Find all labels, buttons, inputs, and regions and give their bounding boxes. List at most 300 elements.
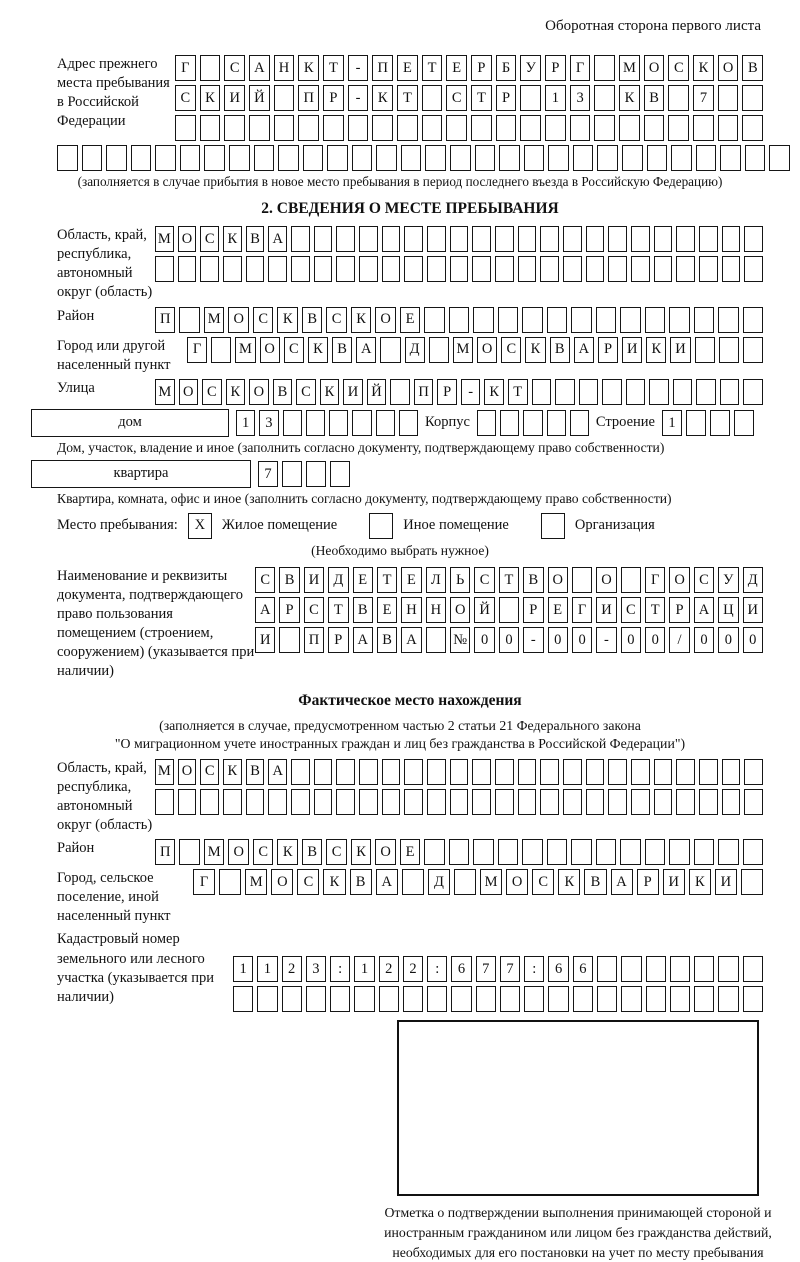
char-box: С — [253, 839, 273, 865]
char-box — [594, 85, 615, 111]
char-box — [336, 226, 355, 252]
char-box: В — [246, 759, 265, 785]
inoe-checkbox — [369, 513, 393, 539]
char-box — [82, 145, 103, 171]
char-box — [500, 410, 519, 436]
char-box — [422, 85, 443, 111]
actual-oblast-block — [57, 759, 763, 836]
char-box — [451, 986, 471, 1012]
char-box — [495, 759, 514, 785]
char-box: Н — [401, 597, 421, 623]
char-box — [745, 145, 766, 171]
char-box — [654, 256, 673, 282]
char-box: С — [668, 55, 689, 81]
char-box: В — [273, 379, 293, 405]
char-box — [522, 307, 542, 333]
actual-oblast-rows — [155, 759, 763, 815]
char-box — [401, 145, 422, 171]
char-box: И — [743, 597, 763, 623]
char-box — [676, 256, 695, 282]
doc-row-1 — [255, 567, 763, 593]
char-box: Т — [422, 55, 443, 81]
char-box — [500, 986, 520, 1012]
char-box: К — [223, 759, 242, 785]
kadastr-row-1 — [233, 956, 763, 982]
prev-address-rows — [175, 55, 763, 141]
char-box: О — [644, 55, 665, 81]
char-box: К — [277, 307, 297, 333]
char-box — [570, 410, 589, 436]
inoe-label: Иное помещение — [403, 517, 509, 534]
char-box — [155, 256, 174, 282]
char-box — [450, 789, 469, 815]
char-box: 3 — [259, 410, 278, 436]
char-box: Р — [637, 869, 659, 895]
char-box — [547, 410, 566, 436]
char-box: О — [375, 839, 395, 865]
dom-row — [31, 409, 763, 437]
char-box — [654, 759, 673, 785]
char-box — [352, 410, 371, 436]
char-box: 1 — [236, 410, 255, 436]
char-box — [404, 256, 423, 282]
char-box — [621, 956, 641, 982]
char-box — [563, 789, 582, 815]
char-box — [291, 256, 310, 282]
char-box: 1 — [662, 410, 682, 436]
char-box: В — [302, 839, 322, 865]
char-box — [586, 256, 605, 282]
char-box — [291, 789, 310, 815]
stay-type-label: Место пребывания: — [57, 517, 178, 534]
char-box: М — [204, 307, 224, 333]
char-box: К — [200, 85, 221, 111]
char-box: Н — [274, 55, 295, 81]
char-box — [540, 789, 559, 815]
char-box — [722, 256, 741, 282]
char-box: Р — [545, 55, 566, 81]
char-box — [571, 839, 591, 865]
zhiloe-label: Жилое помещение — [221, 517, 338, 534]
char-box: К — [223, 226, 242, 252]
char-box — [131, 145, 152, 171]
char-box — [596, 839, 616, 865]
char-box — [522, 839, 542, 865]
char-box: К — [525, 337, 545, 363]
char-box — [106, 145, 127, 171]
char-box — [359, 226, 378, 252]
char-box: В — [246, 226, 265, 252]
char-box — [254, 145, 275, 171]
section2-raion-label: Район — [57, 307, 95, 324]
char-box: Г — [175, 55, 196, 81]
char-box: 6 — [548, 956, 568, 982]
char-box — [710, 410, 730, 436]
char-box: И — [224, 85, 245, 111]
char-box: У — [520, 55, 541, 81]
char-box: С — [296, 379, 316, 405]
char-box: 7 — [693, 85, 714, 111]
char-box — [743, 379, 763, 405]
char-box: С — [501, 337, 521, 363]
char-box: Й — [367, 379, 387, 405]
actual-location-subtitle-1: (заполняется в случае, предусмотренном частью 2 статьи 21 Федерального закона — [159, 717, 641, 733]
char-box — [769, 145, 790, 171]
char-box — [673, 379, 693, 405]
char-box — [427, 789, 446, 815]
char-box — [427, 226, 446, 252]
doc-label: Наименование и реквизиты документа, подтверждающего право пользования помещением (строением, сооружением) (указывается при наличии) — [57, 567, 255, 680]
char-box — [695, 337, 715, 363]
char-box — [718, 307, 738, 333]
char-box — [520, 85, 541, 111]
char-box — [693, 115, 714, 141]
char-box: О — [249, 379, 269, 405]
char-box — [390, 379, 410, 405]
char-box: А — [255, 597, 275, 623]
char-box — [742, 115, 763, 141]
char-box: И — [343, 379, 363, 405]
char-box: Г — [193, 869, 215, 895]
char-box: А — [268, 759, 287, 785]
char-box — [741, 869, 763, 895]
char-box — [336, 789, 355, 815]
char-box: П — [414, 379, 434, 405]
char-box — [477, 410, 496, 436]
char-box: К — [323, 869, 345, 895]
char-box — [670, 956, 690, 982]
char-box — [359, 759, 378, 785]
char-box: 0 — [548, 627, 568, 653]
char-box — [540, 226, 559, 252]
char-box — [563, 256, 582, 282]
actual-oblast-row-1 — [155, 759, 763, 785]
char-box — [743, 986, 763, 1012]
char-box: 6 — [451, 956, 471, 982]
char-box: М — [619, 55, 640, 81]
char-box: / — [669, 627, 689, 653]
char-box — [426, 627, 446, 653]
char-box: С — [253, 307, 273, 333]
char-box: 1 — [354, 956, 374, 982]
char-box — [376, 145, 397, 171]
char-box: Д — [405, 337, 425, 363]
char-box — [223, 789, 242, 815]
prev-address-row-2 — [175, 85, 763, 111]
char-box: Р — [323, 85, 344, 111]
char-box — [676, 789, 695, 815]
organizaciya-label: Организация — [574, 517, 655, 534]
char-box — [744, 789, 763, 815]
char-box: Р — [523, 597, 543, 623]
char-box — [555, 379, 575, 405]
char-box — [597, 986, 617, 1012]
char-box — [571, 307, 591, 333]
char-box: 2 — [379, 956, 399, 982]
dom-field-box: дом — [31, 409, 229, 437]
char-box: - — [596, 627, 616, 653]
char-box — [597, 145, 618, 171]
stroenie-boxes — [662, 410, 754, 436]
char-box — [425, 145, 446, 171]
char-box — [676, 759, 695, 785]
char-box — [619, 115, 640, 141]
char-box: - — [348, 55, 369, 81]
stay-type-row — [57, 513, 763, 539]
char-box: К — [558, 869, 580, 895]
char-box: А — [694, 597, 714, 623]
page-side-note: Оборотная сторона первого листа — [545, 18, 761, 34]
char-box: О — [178, 759, 197, 785]
char-box: С — [304, 597, 324, 623]
char-box — [646, 956, 666, 982]
char-box: С — [694, 567, 714, 593]
char-box: К — [619, 85, 640, 111]
char-box — [645, 307, 665, 333]
char-box — [518, 256, 537, 282]
char-box — [621, 986, 641, 1012]
char-box: В — [584, 869, 606, 895]
char-box: 0 — [474, 627, 494, 653]
char-box: Н — [426, 597, 446, 623]
char-box: Ь — [450, 567, 470, 593]
char-box: К — [646, 337, 666, 363]
char-box — [314, 789, 333, 815]
char-box: В — [353, 597, 373, 623]
kvartira-field-box: квартира — [31, 460, 251, 488]
char-box — [696, 379, 716, 405]
char-box — [495, 256, 514, 282]
char-box: 3 — [306, 956, 326, 982]
char-box: Е — [446, 55, 467, 81]
char-box: : — [330, 956, 350, 982]
char-box: В — [742, 55, 763, 81]
char-box — [472, 256, 491, 282]
char-box — [699, 256, 718, 282]
char-box — [547, 307, 567, 333]
char-box — [621, 567, 641, 593]
char-box — [518, 759, 537, 785]
actual-raion-row — [155, 839, 763, 865]
char-box — [274, 115, 295, 141]
char-box — [314, 256, 333, 282]
char-box — [246, 789, 265, 815]
char-box: 7 — [500, 956, 520, 982]
char-box: О — [228, 839, 248, 865]
char-box — [594, 55, 615, 81]
char-box: И — [255, 627, 275, 653]
char-box — [694, 307, 714, 333]
char-box: И — [670, 337, 690, 363]
char-box: К — [298, 55, 319, 81]
char-box — [743, 956, 763, 982]
char-box: И — [663, 869, 685, 895]
char-box: П — [298, 85, 319, 111]
char-box: Е — [397, 55, 418, 81]
char-box — [586, 789, 605, 815]
char-box: В — [523, 567, 543, 593]
char-box: К — [320, 379, 340, 405]
doc-block — [57, 567, 763, 682]
char-box — [274, 85, 295, 111]
char-box: 1 — [257, 956, 277, 982]
actual-location-subtitle-2: "О миграционном учете иностранных граждан и лиц без гражданства в Российской Федерации") — [114, 735, 686, 751]
kadastr-row-2 — [233, 986, 763, 1012]
char-box: О — [718, 55, 739, 81]
char-box: А — [376, 869, 398, 895]
char-box: А — [249, 55, 270, 81]
char-box: С — [175, 85, 196, 111]
char-box: 2 — [282, 956, 302, 982]
char-box: С — [200, 759, 219, 785]
char-box — [298, 115, 319, 141]
char-box — [382, 789, 401, 815]
char-box: В — [377, 627, 397, 653]
char-box — [204, 145, 225, 171]
char-box — [523, 410, 542, 436]
char-box — [608, 759, 627, 785]
section2-gorod-label: Город или другой населенный пункт — [57, 337, 171, 373]
char-box: Т — [328, 597, 348, 623]
confirmation-stamp-caption: Отметка о подтверждении выполнения принимающей стороной и иностранным гражданином или лицом без гражданства действий, необходимых для его постановки на учет по месту пребывания — [384, 1205, 772, 1260]
char-box — [646, 986, 666, 1012]
actual-location-title: Фактическое место нахождения — [298, 691, 522, 709]
char-box — [545, 115, 566, 141]
char-box — [694, 986, 714, 1012]
char-box: В — [644, 85, 665, 111]
actual-raion-block — [57, 839, 763, 865]
char-box: А — [611, 869, 633, 895]
char-box: С — [200, 226, 219, 252]
actual-gorod-label: Город, сельское поселение, иной населенный пункт — [57, 870, 171, 925]
char-box — [306, 986, 326, 1012]
char-box — [303, 145, 324, 171]
char-box — [499, 145, 520, 171]
section2-raion-row — [155, 307, 763, 333]
char-box — [498, 307, 518, 333]
char-box — [473, 839, 493, 865]
char-box — [379, 986, 399, 1012]
char-box: Д — [328, 567, 348, 593]
char-box — [563, 759, 582, 785]
char-box — [596, 307, 616, 333]
char-box: В — [279, 567, 299, 593]
char-box — [548, 145, 569, 171]
char-box: 0 — [621, 627, 641, 653]
char-box: 3 — [570, 85, 591, 111]
zhiloe-checkbox: X — [188, 513, 212, 539]
prev-address-label: Адрес прежнего места пребывания в Российской Федерации — [57, 56, 170, 130]
char-box: Д — [743, 567, 763, 593]
char-box — [376, 410, 395, 436]
char-box — [450, 759, 469, 785]
char-box — [722, 226, 741, 252]
char-box: Д — [428, 869, 450, 895]
char-box — [380, 337, 400, 363]
section2-title: 2. СВЕДЕНИЯ О МЕСТЕ ПРЕБЫВАНИЯ — [261, 200, 559, 217]
char-box — [654, 226, 673, 252]
char-box: 7 — [258, 461, 278, 487]
char-box — [450, 256, 469, 282]
char-box — [282, 986, 302, 1012]
char-box: Г — [572, 597, 592, 623]
char-box — [475, 145, 496, 171]
char-box: С — [446, 85, 467, 111]
kadastr-block — [57, 930, 763, 1012]
char-box — [718, 986, 738, 1012]
char-box — [291, 759, 310, 785]
char-box — [496, 115, 517, 141]
char-box — [548, 986, 568, 1012]
char-box — [282, 461, 302, 487]
char-box — [336, 759, 355, 785]
char-box: К — [277, 839, 297, 865]
char-box: Р — [328, 627, 348, 653]
char-box: М — [204, 839, 224, 865]
char-box: В — [350, 869, 372, 895]
char-box — [179, 839, 199, 865]
char-box: Р — [437, 379, 457, 405]
char-box — [524, 986, 544, 1012]
char-box — [427, 986, 447, 1012]
char-box: Й — [249, 85, 270, 111]
char-box — [306, 410, 325, 436]
section2-oblast-row-1 — [155, 226, 763, 252]
char-box: Р — [496, 85, 517, 111]
char-box — [563, 226, 582, 252]
char-box — [722, 789, 741, 815]
kadastr-rows — [233, 956, 763, 1012]
char-box: П — [155, 839, 175, 865]
char-box — [602, 379, 622, 405]
char-box: Е — [401, 567, 421, 593]
char-box: Т — [645, 597, 665, 623]
char-box: А — [574, 337, 594, 363]
char-box: П — [304, 627, 324, 653]
char-box — [743, 307, 763, 333]
char-box — [620, 307, 640, 333]
char-box: 0 — [718, 627, 738, 653]
section2-ulitsa-row — [155, 379, 763, 405]
char-box — [743, 337, 763, 363]
section2-oblast-label: Область, край, республика, автономный округ (область) — [57, 227, 153, 301]
char-box: С — [621, 597, 641, 623]
actual-oblast-label: Область, край, республика, автономный округ (область) — [57, 759, 153, 833]
char-box — [476, 986, 496, 1012]
char-box — [449, 839, 469, 865]
char-box — [200, 256, 219, 282]
char-box — [743, 839, 763, 865]
char-box — [586, 226, 605, 252]
char-box: С — [202, 379, 222, 405]
char-box — [718, 85, 739, 111]
char-box: 6 — [573, 956, 593, 982]
prev-address-row-4 — [57, 145, 790, 171]
char-box — [572, 567, 592, 593]
char-box: А — [268, 226, 287, 252]
char-box: О — [271, 869, 293, 895]
char-box — [694, 956, 714, 982]
confirmation-stamp-box — [397, 1020, 759, 1196]
char-box — [404, 789, 423, 815]
char-box: : — [427, 956, 447, 982]
char-box: О — [477, 337, 497, 363]
char-box — [382, 226, 401, 252]
char-box — [699, 226, 718, 252]
char-box — [649, 379, 669, 405]
char-box — [620, 839, 640, 865]
char-box — [397, 115, 418, 141]
